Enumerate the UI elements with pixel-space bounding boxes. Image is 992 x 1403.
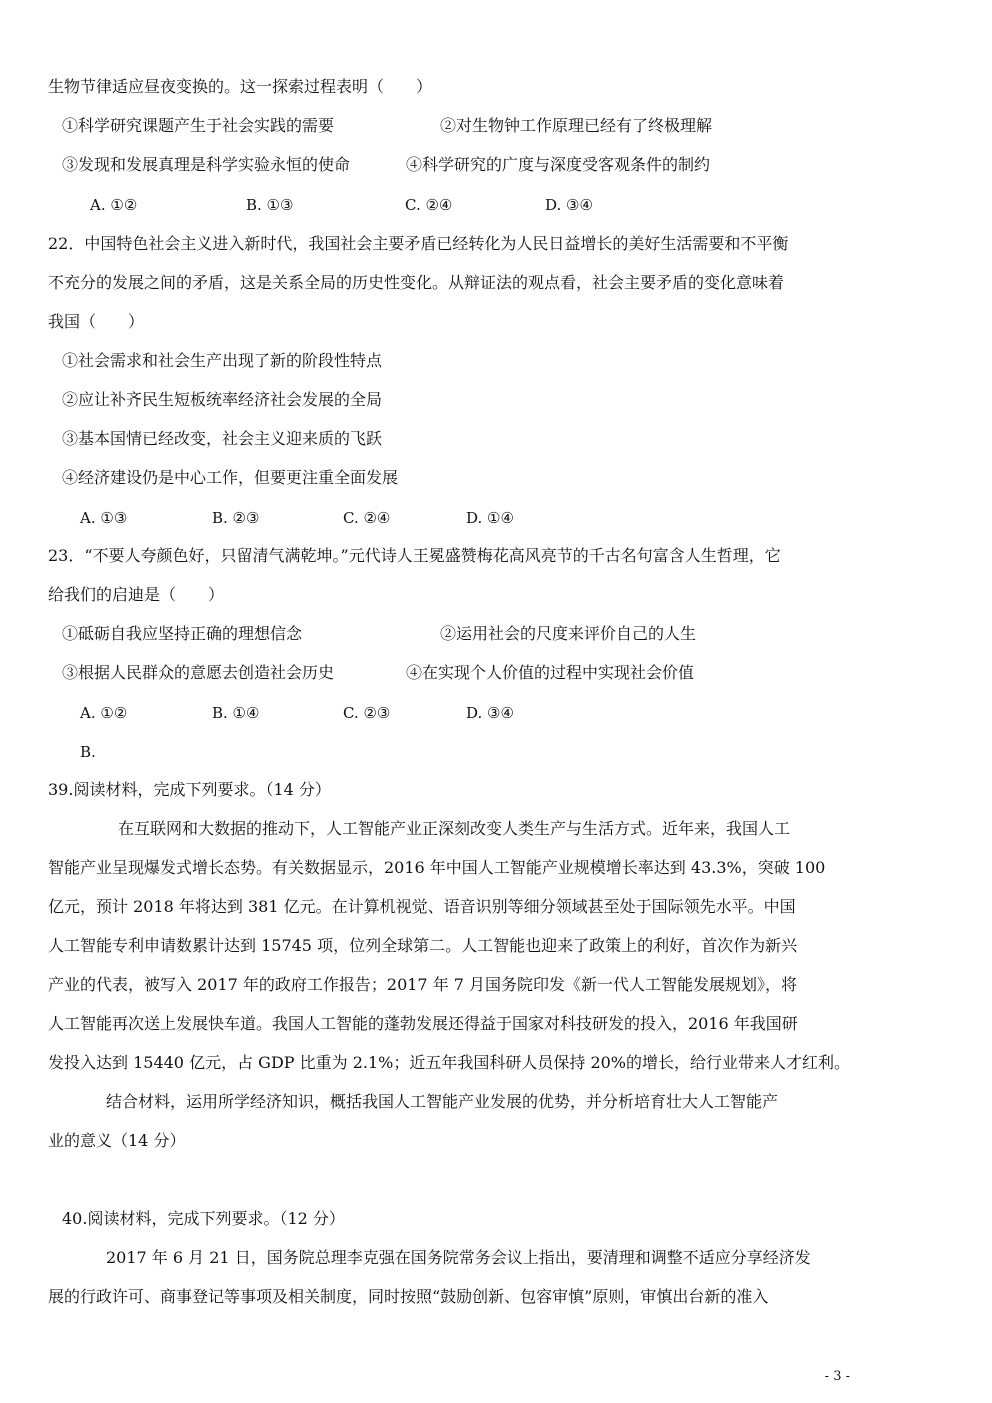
q22-stem-line-3: 我国（ ） bbox=[48, 312, 145, 331]
q39-material-line-2: 智能产业呈现爆发式增长态势。有关数据显示，2016 年中国人工智能产业规模增长率达到 43.3%，突破 100 bbox=[48, 858, 826, 877]
q39-material-line-4: 人工智能专利申请数累计达到 15745 项，位列全球第二。人工智能也迎来了政策上的利好，首次作为新兴 bbox=[48, 936, 798, 955]
q22-option-b: B. ②③ bbox=[212, 509, 260, 527]
q40-material-line-1: 2017 年 6 月 21 日，国务院总理李克强在国务院常务会议上指出，要清理和调整不适应分享经济发 bbox=[106, 1248, 811, 1267]
q21-stem-tail: 生物节律适应昼夜变换的。这一探索过程表明（ ） bbox=[48, 77, 433, 96]
q23-item-1: ①砥砺自我应坚持正确的理想信念 bbox=[62, 624, 303, 643]
q22-item-4: ④经济建设仍是中心工作，但要更注重全面发展 bbox=[62, 468, 399, 487]
q23-answer: B. bbox=[80, 743, 96, 761]
q23-item-2: ②运用社会的尺度来评价自己的人生 bbox=[440, 624, 697, 643]
q21-item-3: ③发现和发展真理是科学实验永恒的使命 bbox=[62, 155, 351, 174]
q22-option-a: A. ①③ bbox=[80, 509, 128, 527]
q23-stem-line-2: 给我们的启迪是（ ） bbox=[48, 585, 225, 604]
q21-option-b: B. ①③ bbox=[246, 196, 294, 214]
q21-option-c: C. ②④ bbox=[405, 196, 453, 214]
q21-item-2: ②对生物钟工作原理已经有了终极理解 bbox=[440, 116, 713, 135]
q23-item-4: ④在实现个人价值的过程中实现社会价值 bbox=[406, 663, 695, 682]
q22-item-1: ①社会需求和社会生产出现了新的阶段性特点 bbox=[62, 351, 383, 370]
q23-stem-line-1: 23．“不要人夸颜色好，只留清气满乾坤。”元代诗人王冕盛赞梅花高风亮节的千古名句富含人生哲理，它 bbox=[48, 546, 781, 565]
q39-material-line-7: 发投入达到 15440 亿元，占 GDP 比重为 2.1%；近五年我国科研人员保持 20%的增长，给行业带来人才红利。 bbox=[48, 1053, 851, 1072]
q39-material-line-1: 在互联网和大数据的推动下，人工智能产业正深刻改变人类生产与生活方式。近年来，我国人工 bbox=[118, 819, 791, 838]
q22-option-d: D. ①④ bbox=[466, 509, 514, 527]
q40-material-line-2: 展的行政许可、商事登记等事项及相关制度，同时按照“鼓励创新、包容审慎”原则，审慎出台新的准入 bbox=[48, 1287, 769, 1306]
q22-stem-line-2: 不充分的发展之间的矛盾，这是关系全局的历史性变化。从辩证法的观点看，社会主要矛盾的变化意味着 bbox=[48, 273, 785, 292]
q21-item-4: ④科学研究的广度与深度受客观条件的制约 bbox=[406, 155, 711, 174]
q21-option-a: A. ①② bbox=[90, 196, 138, 214]
q39-task-line-1: 结合材料，运用所学经济知识，概括我国人工智能产业发展的优势，并分析培育壮大人工智能产 bbox=[106, 1092, 779, 1111]
q23-option-c: C. ②③ bbox=[343, 704, 391, 722]
q21-option-d: D. ③④ bbox=[545, 196, 593, 214]
q39-material-line-3: 亿元，预计 2018 年将达到 381 亿元。在计算机视觉、语音识别等细分领域甚至处于国际领先水平。中国 bbox=[48, 897, 796, 916]
q39-material-line-5: 产业的代表，被写入 2017 年的政府工作报告；2017 年 7 月国务院印发《新一代人工智能发展规划》，将 bbox=[48, 975, 798, 994]
q23-option-b: B. ①④ bbox=[212, 704, 260, 722]
q22-option-c: C. ②④ bbox=[343, 509, 391, 527]
q39-heading: 39.阅读材料，完成下列要求。（14 分） bbox=[48, 780, 331, 799]
q23-option-d: D. ③④ bbox=[466, 704, 514, 722]
q23-option-a: A. ①② bbox=[80, 704, 128, 722]
q23-item-3: ③根据人民群众的意愿去创造社会历史 bbox=[62, 663, 335, 682]
page-number: - 3 - bbox=[824, 1369, 850, 1384]
q22-stem-line-1: 22．中国特色社会主义进入新时代，我国社会主要矛盾已经转化为人民日益增长的美好生活需要和不平衡 bbox=[48, 234, 789, 253]
q22-item-2: ②应让补齐民生短板统率经济社会发展的全局 bbox=[62, 390, 383, 409]
q39-task-line-2: 业的意义（14 分） bbox=[48, 1131, 186, 1150]
q40-heading: 40.阅读材料，完成下列要求。（12 分） bbox=[62, 1209, 345, 1228]
q21-item-1: ①科学研究课题产生于社会实践的需要 bbox=[62, 116, 335, 135]
q22-item-3: ③基本国情已经改变，社会主义迎来质的飞跃 bbox=[62, 429, 383, 448]
q39-material-line-6: 人工智能再次送上发展快车道。我国人工智能的蓬勃发展还得益于国家对科技研发的投入，2016 年我国研 bbox=[48, 1014, 798, 1033]
